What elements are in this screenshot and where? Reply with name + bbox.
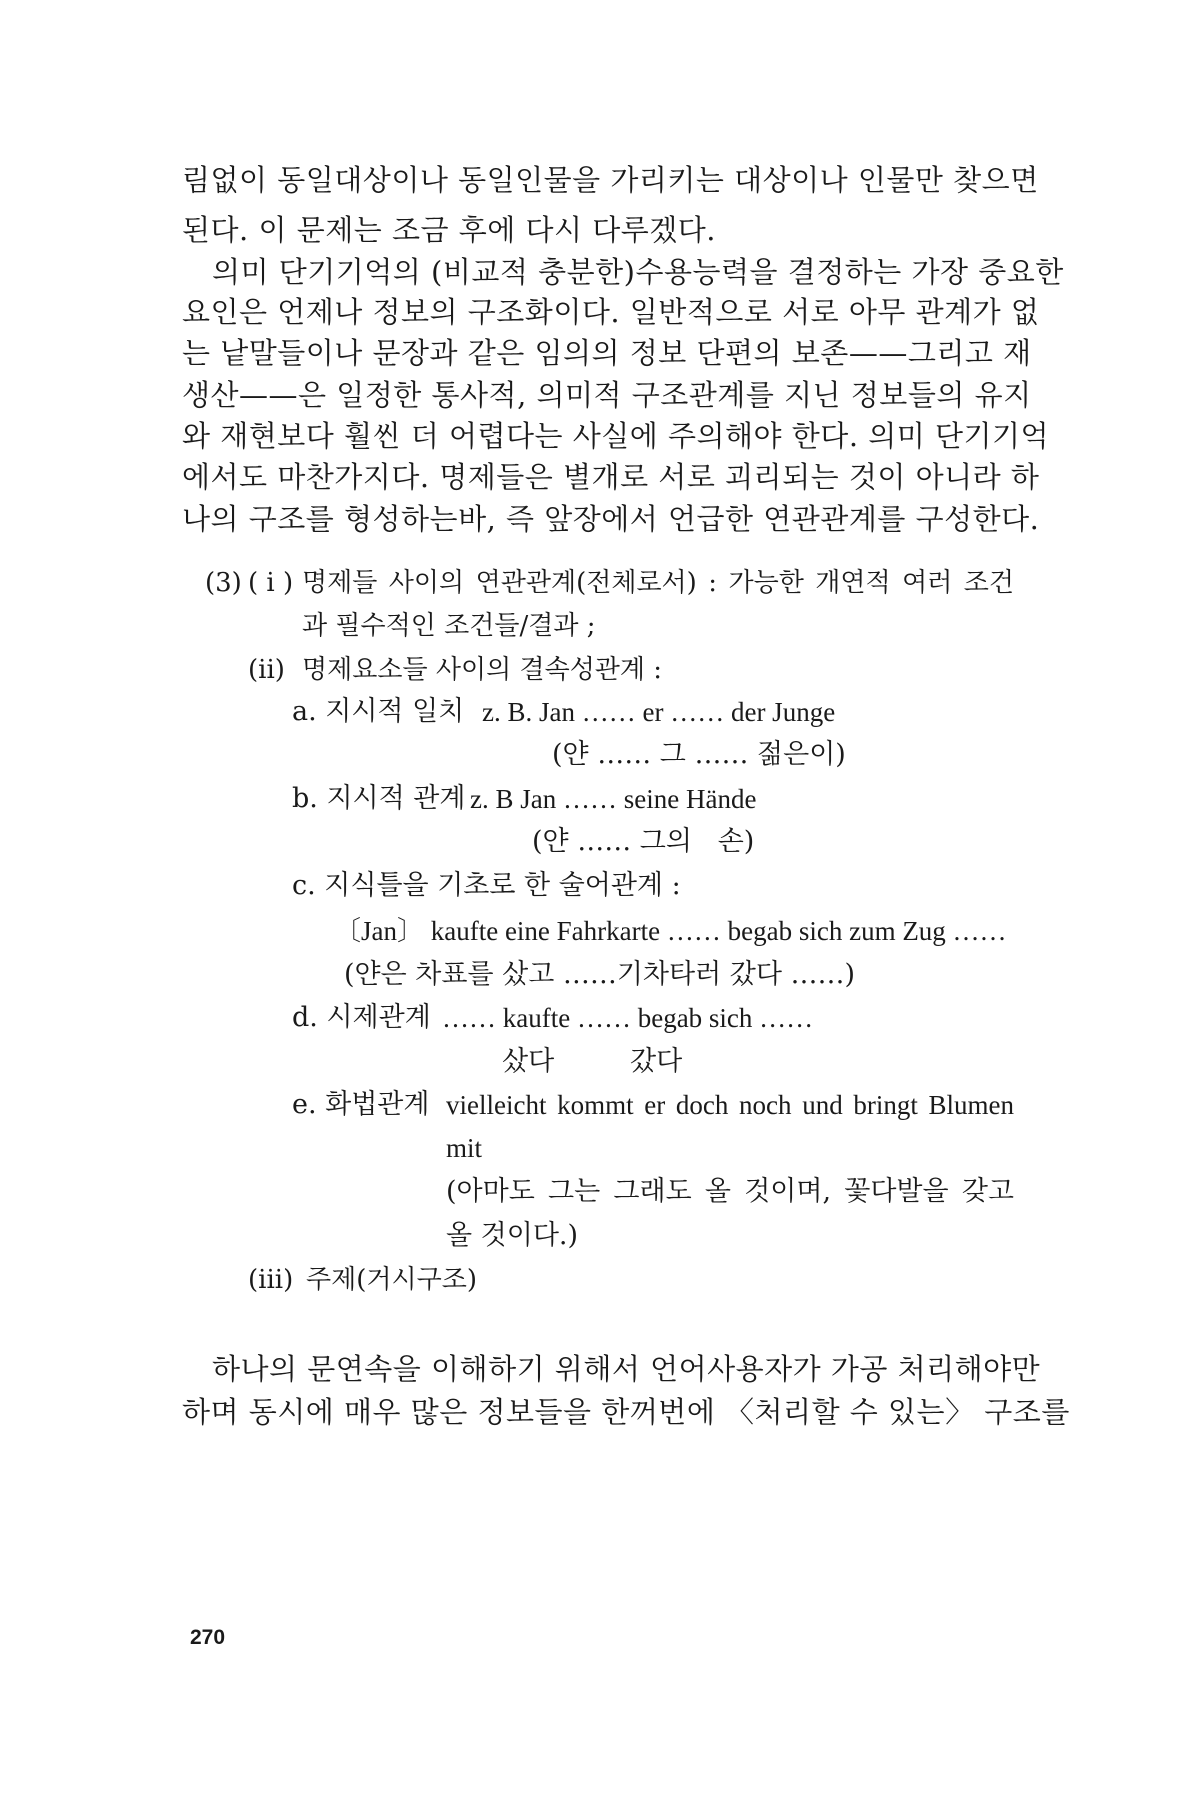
item-e-korean-line-2: 올 것이다.) — [446, 1220, 579, 1251]
paragraph-2-line-1: 의미 단기기억의 (비교적 충분한)수용능력을 결정하는 가장 중요한 — [212, 255, 1064, 289]
item-c-korean: (얀은 차표를 샀고 ……기차타러 갔다 ……) — [344, 959, 856, 990]
item-e-korean-line-1: (아마도 그는 그래도 올 것이며, 꽃다발을 갖고 — [446, 1176, 1014, 1207]
item-a-label: a. 지시적 일치 — [292, 696, 465, 727]
paragraph-1-line-2: 된다. 이 문제는 조금 후에 다시 다루겠다. — [182, 213, 716, 247]
item-d-korean-2: 갔다 — [630, 1046, 683, 1077]
example-iii-marker: (iii) — [248, 1265, 294, 1295]
item-d-label: d. 시제관계 — [292, 1002, 431, 1033]
example-ii-marker: (ii) — [248, 655, 285, 685]
paragraph-1-line-1: 림없이 동일대상이나 동일인물을 가리키는 대상이나 인물만 찾으면 — [182, 163, 1039, 197]
item-b-label: b. 지시적 관계 — [292, 783, 466, 814]
example-number: (3) — [205, 568, 242, 598]
item-b-korean: (얀 …… 그의 손) — [532, 826, 755, 857]
item-a-korean: (얀 …… 그 …… 젊은이) — [552, 739, 846, 770]
example-i-line-1: 명제들 사이의 연관관계(전체로서) : 가능한 개연적 여러 조건 — [302, 568, 1014, 598]
paragraph-3-line-2: 하며 동시에 매우 많은 정보들을 한꺼번에 〈처리할 수 있는〉 구조를 — [182, 1395, 1070, 1429]
paragraph-2-line-7: 나의 구조를 형성하는바, 즉 앞장에서 언급한 연관관계를 구성한다. — [182, 502, 1040, 536]
paragraph-2-line-2: 요인은 언제나 정보의 구조화이다. 일반적으로 서로 아무 관계가 없 — [182, 295, 1040, 329]
paragraph-3-line-1: 하나의 문연속을 이해하기 위해서 언어사용자가 가공 처리해야만 — [212, 1352, 1041, 1386]
paragraph-2-line-4: 생산——은 일정한 통사적, 의미적 구조관계를 지닌 정보들의 유지 — [182, 378, 1032, 412]
paragraph-2-line-6: 에서도 마찬가지다. 명제들은 별개로 서로 괴리되는 것이 아니라 하 — [182, 460, 1040, 494]
item-b-german: z. B Jan …… seine Hände — [470, 784, 757, 814]
item-d-korean-1: 샀다 — [502, 1046, 555, 1077]
example-ii-text: 명제요소들 사이의 결속성관계 : — [302, 655, 663, 685]
item-a-german: z. B. Jan …… er …… der Junge — [482, 697, 836, 727]
item-e-label: e. 화법관계 — [292, 1089, 430, 1120]
example-iii-text: 주제(거시구조) — [306, 1265, 477, 1295]
item-d-german: …… kaufte …… begab sich …… — [442, 1003, 814, 1033]
example-i-marker: ( i ) — [248, 568, 294, 598]
item-e-german-line-2: mit — [446, 1133, 483, 1163]
item-c-label: c. 지식틀을 기초로 한 술어관계 : — [292, 870, 681, 901]
paragraph-2-line-3: 는 낱말들이나 문장과 같은 임의의 정보 단편의 보존——그리고 재 — [182, 336, 1032, 370]
page-number: 270 — [190, 1626, 226, 1649]
example-i-line-2: 과 필수적인 조건들/결과 ; — [302, 611, 596, 641]
paragraph-2-line-5: 와 재현보다 훨씬 더 어렵다는 사실에 주의해야 한다. 의미 단기기억 — [182, 419, 1050, 453]
item-c-german: 〔Jan〕 kaufte eine Fahrkarte …… begab sich zum Zug …… — [334, 916, 1007, 946]
item-e-german-line-1: vielleicht kommt er doch noch und bringt Blumen — [446, 1090, 1014, 1120]
